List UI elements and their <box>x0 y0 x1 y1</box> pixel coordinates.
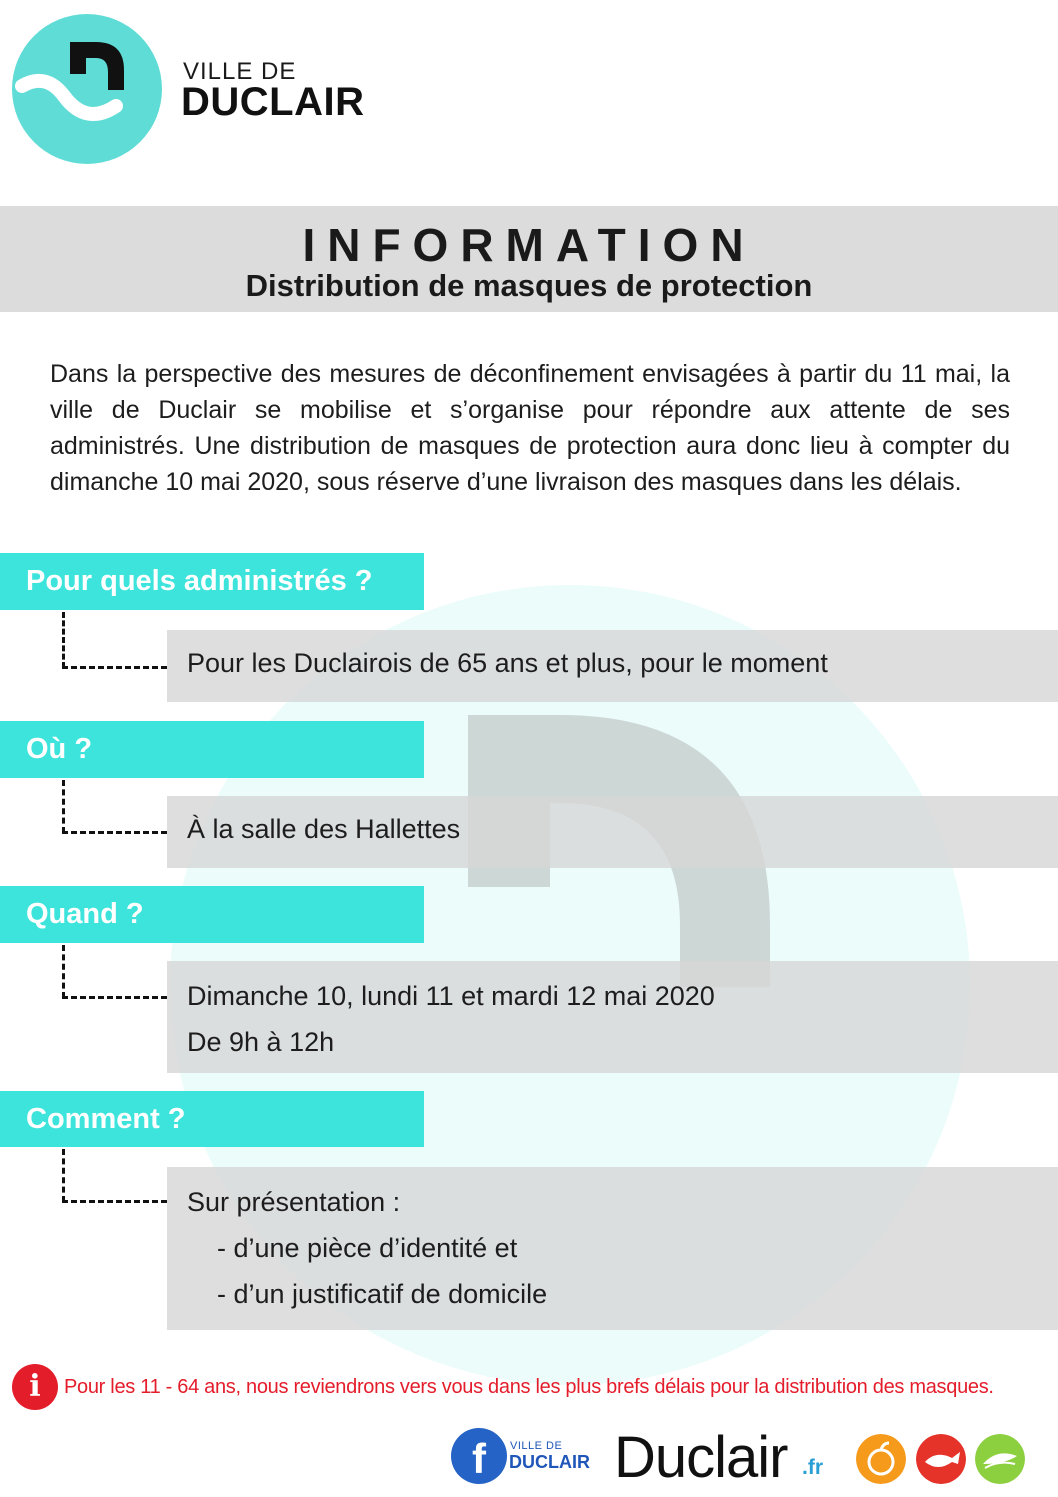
answer-box-how <box>167 1167 1058 1330</box>
title-band <box>0 206 1058 312</box>
connector-line <box>62 945 65 998</box>
facebook-logo-small-text: VILLE DE <box>510 1440 563 1452</box>
section-heading-who: Pour quels administrés ? <box>0 553 424 610</box>
duclair-logo-icon <box>12 14 162 164</box>
page-title: INFORMATION <box>302 219 756 271</box>
leaf-icon[interactable] <box>975 1434 1025 1484</box>
intro-paragraph: Dans la perspective des mesures de déconfinement envisagées à partir du 11 mai, la ville de Duclair se mobilise et s’organise pour répondre aux attente de ses administrés. Une distribution de masques de protection aura donc lieu à compter du dimanche 10 mai 2020, sous réserve d’une livraison des masques dans les délais. <box>50 360 1010 496</box>
answer-box-where <box>167 796 1058 868</box>
answer-line: - d’un justificatif de domicile <box>217 1279 548 1309</box>
facebook-icon[interactable]: f <box>451 1428 507 1484</box>
answer-line: Sur présentation : <box>187 1187 401 1217</box>
connector-line <box>62 1200 167 1203</box>
section-heading-where: Où ? <box>0 721 424 778</box>
connector-line <box>62 831 167 834</box>
answer-line: Dimanche 10, lundi 11 et mardi 12 mai 2020 <box>187 981 715 1011</box>
section-heading-how: Comment ? <box>0 1091 424 1147</box>
connector-line <box>62 612 65 668</box>
answer-box-who <box>167 630 1058 702</box>
age-note: Pour les 11 - 64 ans, nous reviendrons vers vous dans les plus brefs délais pour la distribution des masques. <box>64 1376 994 1398</box>
logo-text-duclair: DUCLAIR <box>181 80 365 124</box>
facebook-logo-big-text: DUCLAIR <box>509 1452 590 1472</box>
answer-line: À la salle des Hallettes <box>187 814 461 844</box>
connector-line <box>62 1149 65 1202</box>
site-name[interactable]: Duclair <box>614 1425 788 1490</box>
section-heading-when: Quand ? <box>0 886 424 943</box>
connector-line <box>62 666 167 669</box>
answer-line: Pour les Duclairois de 65 ans et plus, pour le moment <box>187 648 828 678</box>
answer-line: - d’une pièce d’identité et <box>217 1233 518 1263</box>
apple-icon[interactable] <box>856 1434 906 1484</box>
page-subtitle: Distribution de masques de protection <box>245 268 813 303</box>
logo-text-ville-de: VILLE DE <box>183 58 297 85</box>
answer-line: De 9h à 12h <box>187 1027 335 1057</box>
fish-icon[interactable] <box>916 1434 966 1484</box>
info-icon: i <box>12 1364 58 1410</box>
connector-line <box>62 996 167 999</box>
connector-line <box>62 780 65 833</box>
answer-box-when <box>167 961 1058 1073</box>
site-tld: .fr <box>802 1456 823 1479</box>
